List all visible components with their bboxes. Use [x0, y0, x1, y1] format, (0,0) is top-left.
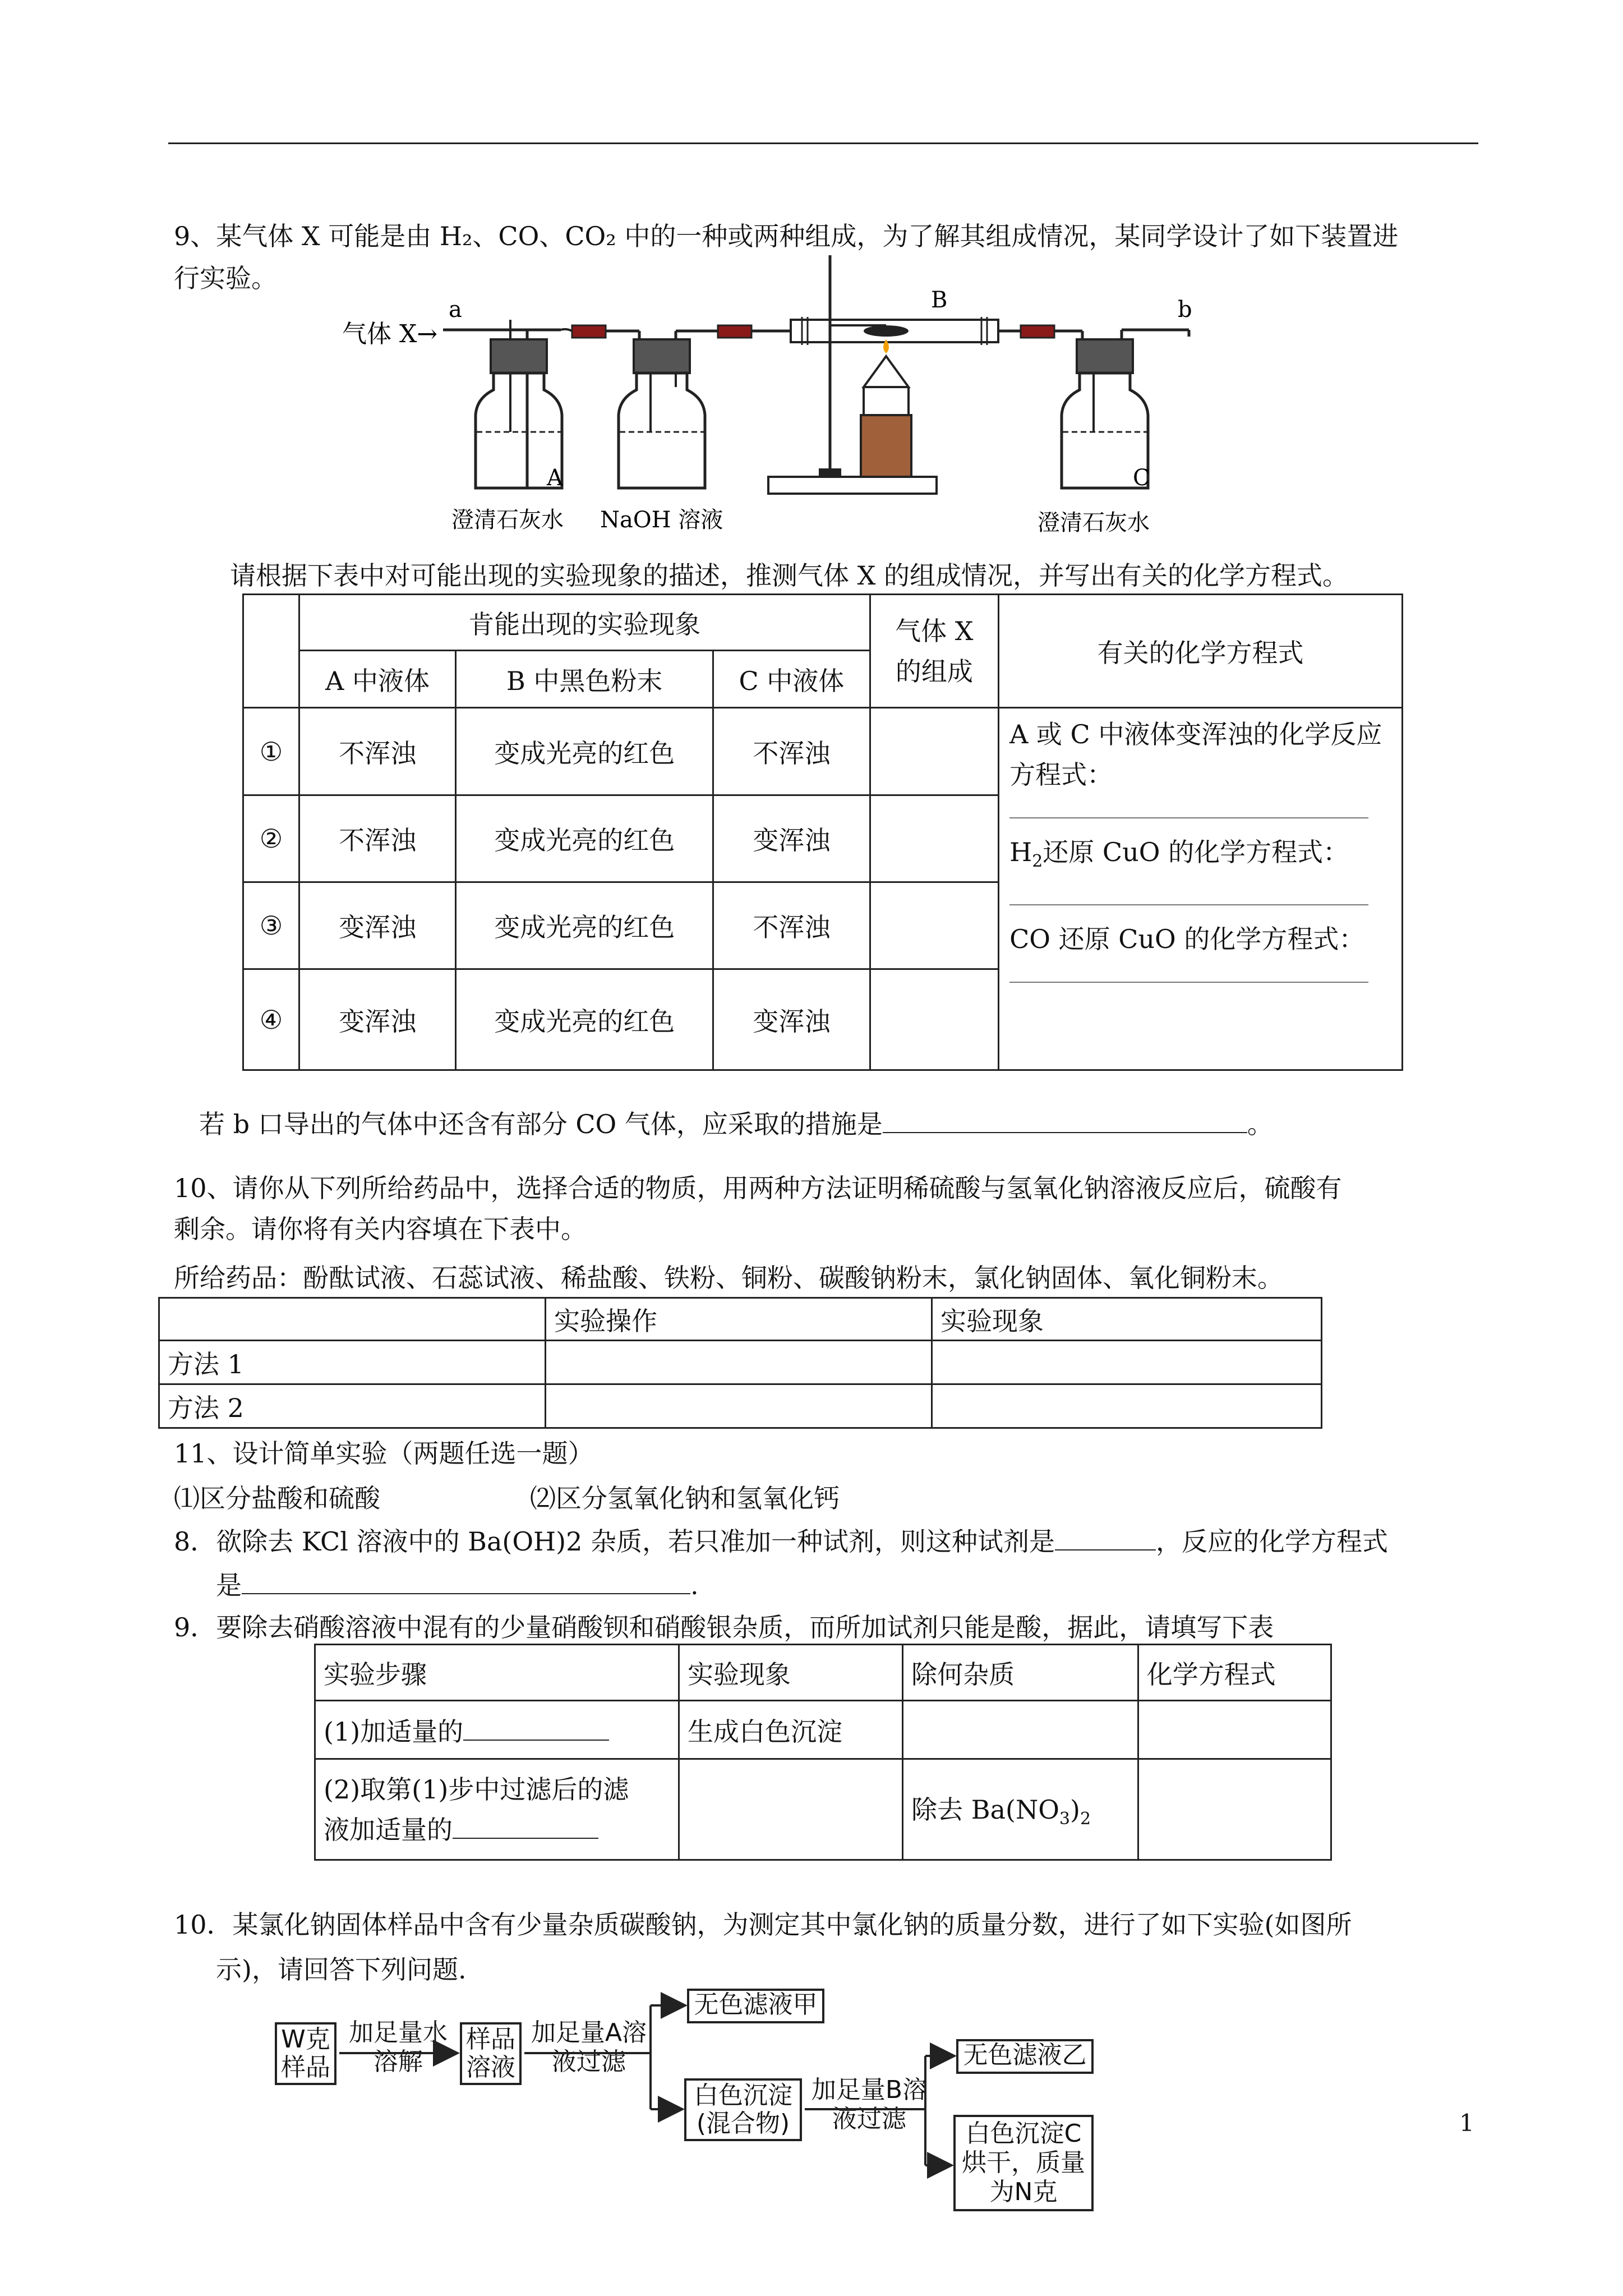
- q10a-line1: 10、请你从下列所给药品中，选择合适的物质，用两种方法证明稀硫酸与氢氧化钠溶液反应后，硫酸有: [174, 1173, 1342, 1203]
- cell-a: 不浑浊: [299, 795, 455, 882]
- cell-c: 变浑浊: [713, 969, 870, 1070]
- cell-c: 不浑浊: [713, 708, 870, 795]
- q10a-reagents: 所给药品：酚酞试液、石蕊试液、稀盐酸、铁粉、铜粉、碳酸钠粉末，氯化钠固体、氧化铜粉末。: [174, 1263, 1283, 1293]
- q11-option-2: ⑵区分氢氧化钠和氢氧化钙: [530, 1483, 840, 1513]
- cell-a: 变浑浊: [299, 882, 455, 969]
- box-precipitate-c: 白色沉淀C 烘干，质量 为N克: [953, 2115, 1094, 2211]
- q10b-line2: 示)，请回答下列问题.: [216, 1954, 467, 1985]
- label-b: B: [931, 287, 948, 313]
- q9b-header-imp: 除何杂质: [903, 1645, 1138, 1701]
- caption-a: 澄清石灰水: [451, 507, 564, 533]
- row-number: ①: [243, 708, 299, 795]
- q9b-header-eq: 化学方程式: [1138, 1645, 1331, 1701]
- box-precipitate: 白色沉淀 (混合物): [684, 2078, 802, 2141]
- cell-b: 变成光亮的红色: [456, 969, 713, 1070]
- q9-header-gas-line2: 的组成: [895, 656, 973, 687]
- port-b-label: b: [1178, 297, 1192, 323]
- q9b-impurity-2: 除去 $Ba(NO_3)_2$: [903, 1759, 1138, 1860]
- cell-b: 变成光亮的红色: [456, 795, 713, 882]
- caption-naoh: NaOH 溶液: [600, 507, 723, 533]
- q9-intro-line1: 9、某气体 X 可能是由 H₂、CO、CO₂ 中的一种或两种组成，为了解其组成情况，某同学设计了如下装置进: [174, 221, 1399, 251]
- method-1: 方法 1: [159, 1341, 546, 1384]
- cell-b: 变成光亮的红色: [456, 708, 713, 795]
- q9b-header-step: 实验步骤: [315, 1645, 679, 1701]
- q8-line1: 8．欲除去 KCl 溶液中的 Ba(OH)2 杂质，若只准加一种试剂，则这种试剂是 ，反应的化学方程式: [174, 1526, 1389, 1557]
- cell-a: 不浑浊: [299, 708, 455, 795]
- label-a: A: [547, 465, 563, 491]
- label-c: C: [1133, 465, 1150, 491]
- cell-a: 变浑浊: [299, 969, 455, 1070]
- arrow1-label: 加足量水 溶解: [349, 2018, 448, 2076]
- method-2: 方法 2: [159, 1384, 546, 1428]
- q9b-header-ph: 实验现象: [679, 1645, 903, 1701]
- port-a-label: a: [449, 297, 462, 323]
- q9-header-gas-line1: 气体 X: [895, 615, 974, 646]
- cell-c: 变浑浊: [713, 795, 870, 882]
- q9-header-a: A 中液体: [299, 651, 455, 708]
- q10b-line1: 10．某氯化钠固体样品中含有少量杂质碳酸钠，为测定其中氯化钠的质量分数，进行了如下实验(如图所: [174, 1910, 1352, 1940]
- q10a-line2: 剩余。请你将有关内容填在下表中。: [174, 1214, 587, 1244]
- q9b-step-2: (2)取第(1)步中过滤后的滤 液加适量的: [315, 1759, 679, 1860]
- cell-b: 变成光亮的红色: [456, 882, 713, 969]
- page-number: 1: [1459, 2109, 1474, 2137]
- cell-c: 不浑浊: [713, 882, 870, 969]
- row-number: ④: [243, 969, 299, 1070]
- q9-instruction: 请根据下表中对可能出现的实验现象的描述，推测气体 X 的组成情况，并写出有关的化学方程式。: [230, 560, 1348, 591]
- q11-option-1: ⑴区分盐酸和硫酸: [174, 1483, 380, 1513]
- q9-followup: 若 b 口导出的气体中还含有部分 CO 气体，应采取的措施是 。: [199, 1109, 1273, 1139]
- box-filtrate-b: 无色滤液乙: [956, 2039, 1094, 2074]
- caption-c: 澄清石灰水: [1038, 510, 1150, 536]
- arrow3-label: 加足量B溶 液过滤: [811, 2076, 928, 2133]
- row-number: ②: [243, 795, 299, 882]
- gas-x-label: 气体 X→: [342, 320, 438, 348]
- q11-title: 11、设计简单实验（两题任选一题）: [174, 1438, 594, 1469]
- eq-text-3: CO 还原 CuO 的化学方程式：: [1009, 924, 1365, 955]
- eq-text-1: A 或 C 中液体变浑浊的化学反应方程式：: [1009, 719, 1382, 790]
- box-filtrate-a: 无色滤液甲: [687, 1989, 824, 2023]
- q9b-phenomenon-1: 生成白色沉淀: [679, 1701, 903, 1759]
- q9b-intro: 9．要除去硝酸溶液中混有的少量硝酸钡和硝酸银杂质，而所加试剂只能是酸，据此，请填写下表: [174, 1612, 1274, 1642]
- q9-header-c: C 中液体: [713, 651, 870, 708]
- row-number: ③: [243, 882, 299, 969]
- q9-header-b: B 中黑色粉末: [456, 651, 713, 708]
- q9-intro-line2: 行实验。: [174, 263, 277, 293]
- eq-text-2: $H_2$还原 CuO 的化学方程式：: [1009, 837, 1349, 872]
- q10a-header-op: 实验操作: [546, 1298, 932, 1341]
- q9-header-phenomena: 肯能出现的实验现象: [299, 595, 870, 651]
- box-sample: W克 样品: [275, 2022, 336, 2085]
- arrow2-label: 加足量A溶 液过滤: [531, 2018, 647, 2076]
- q8-line2: 是 .: [216, 1570, 699, 1600]
- q10a-header-ph: 实验现象: [932, 1298, 1322, 1341]
- q9-header-eq: 有关的化学方程式: [999, 595, 1403, 708]
- box-solution: 样品 溶液: [460, 2022, 522, 2085]
- q9b-step-1: (1)加适量的: [315, 1701, 679, 1759]
